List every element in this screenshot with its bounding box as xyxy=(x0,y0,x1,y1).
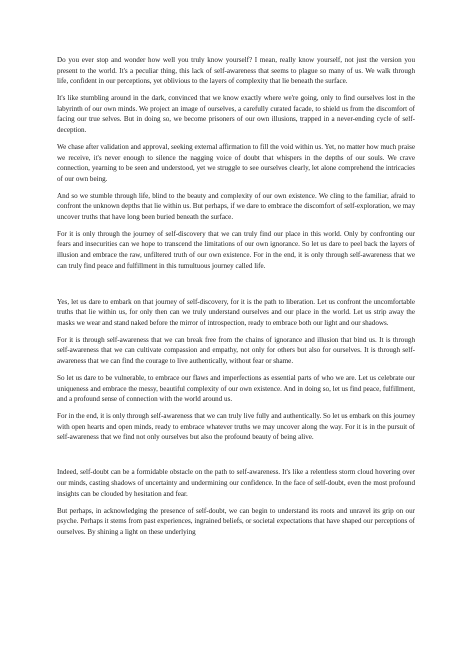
paragraph: For in the end, it is only through self-awareness that we can truly live fully and authentically. So let us embark on this journey with open hearts and open minds, ready to embrace whatever truths we may uncover along the way. For it is in the pursuit of self-awareness that we find not only ourselves but also the profound beauty of being alive. xyxy=(57,412,415,442)
section-spacer xyxy=(57,278,415,297)
section-spacer xyxy=(57,449,415,467)
section-1 xyxy=(57,55,415,271)
section-2 xyxy=(57,297,415,443)
paragraph: Do you ever stop and wonder how well you truly know yourself? I mean, really know yourself, not just the version you present to the world. It's a peculiar thing, this lack of self-awareness that seems to plague so many of us. We walk through life, confident in our perceptions, yet oblivious to the layers of complexity that lie beneath the surface. xyxy=(57,56,415,86)
paragraph: It's like stumbling around in the dark, convinced that we know exactly where we're going, only to find ourselves lost in the labyrinth of our own minds. We project an image of ourselves, a carefully curated facade, to shield us from the discomfort of facing our true selves. But in doing so, we become prisoners of our own illusions, trapped in a never-ending cycle of self-deception. xyxy=(57,94,415,134)
section-3 xyxy=(57,467,415,537)
paragraph: And so we stumble through life, blind to the beauty and complexity of our own existence. We cling to the familiar, afraid to confront the unknown depths that lie within us. But perhaps, if we dare to embrace the discomfort of self-exploration, we may uncover truths that have long been buried beneath the surface. xyxy=(57,191,415,221)
paragraph: We chase after validation and approval, seeking external affirmation to fill the void within us. Yet, no matter how much praise we receive, it's never enough to silence the nagging voice of doubt that whispers in the depths of our souls. We crave connection, yearning to be seen and understood, yet we struggle to see ourselves clearly, let alone comprehend the intricacies of our own being. xyxy=(57,142,415,183)
paragraph: For it is only through the journey of self-discovery that we can truly find our place in this world. Only by confronting our fears and insecurities can we hope to transcend the limitations of our own ignorance. So let us dare to peel back the layers of illusion and embrace the raw, unfiltered truth of our own existence. For in the end, it is only through self-awareness that we can truly find peace and fulfillment in this tumultuous journey called life. xyxy=(57,229,415,270)
paragraph: Indeed, self-doubt can be a formidable obstacle on the path to self-awareness. It's like a relentless storm cloud hovering over our minds, casting shadows of uncertainty and undermining our confidence. In the face of self-doubt, even the most profound insights can be clouded by hesitation and fear. xyxy=(57,468,415,498)
document-page xyxy=(57,55,415,544)
paragraph: For it is through self-awareness that we can break free from the chains of ignorance and illusion that bind us. It is through self-awareness that we can cultivate compassion and empathy, not only for others but also for ourselves. It is through self-awareness that we can find the courage to live authentically, without fear or shame. xyxy=(57,335,415,365)
paragraph: But perhaps, in acknowledging the presence of self-doubt, we can begin to understand its roots and unravel its grip on our psyche. Perhaps it stems from past experiences, ingrained beliefs, or societal expectations that have shaped our perceptions of ourselves. By shining a light on these underlying xyxy=(57,506,415,536)
paragraph: So let us dare to be vulnerable, to embrace our flaws and imperfections as essential parts of who we are. Let us celebrate our uniqueness and embrace the messy, beautiful complexity of our own existence. And in doing so, let us find peace, fulfillment, and a profound sense of connection with the world around us. xyxy=(57,373,415,404)
paragraph: Yes, let us dare to embark on that journey of self-discovery, for it is the path to liberation. Let us confront the uncomfortable truths that lie within us, for only then can we truly understand ourselves and our place in the world. Let us strip away the masks we wear and stand naked before the mirror of introspection, ready to embrace both our light and our shadows. xyxy=(57,297,415,327)
